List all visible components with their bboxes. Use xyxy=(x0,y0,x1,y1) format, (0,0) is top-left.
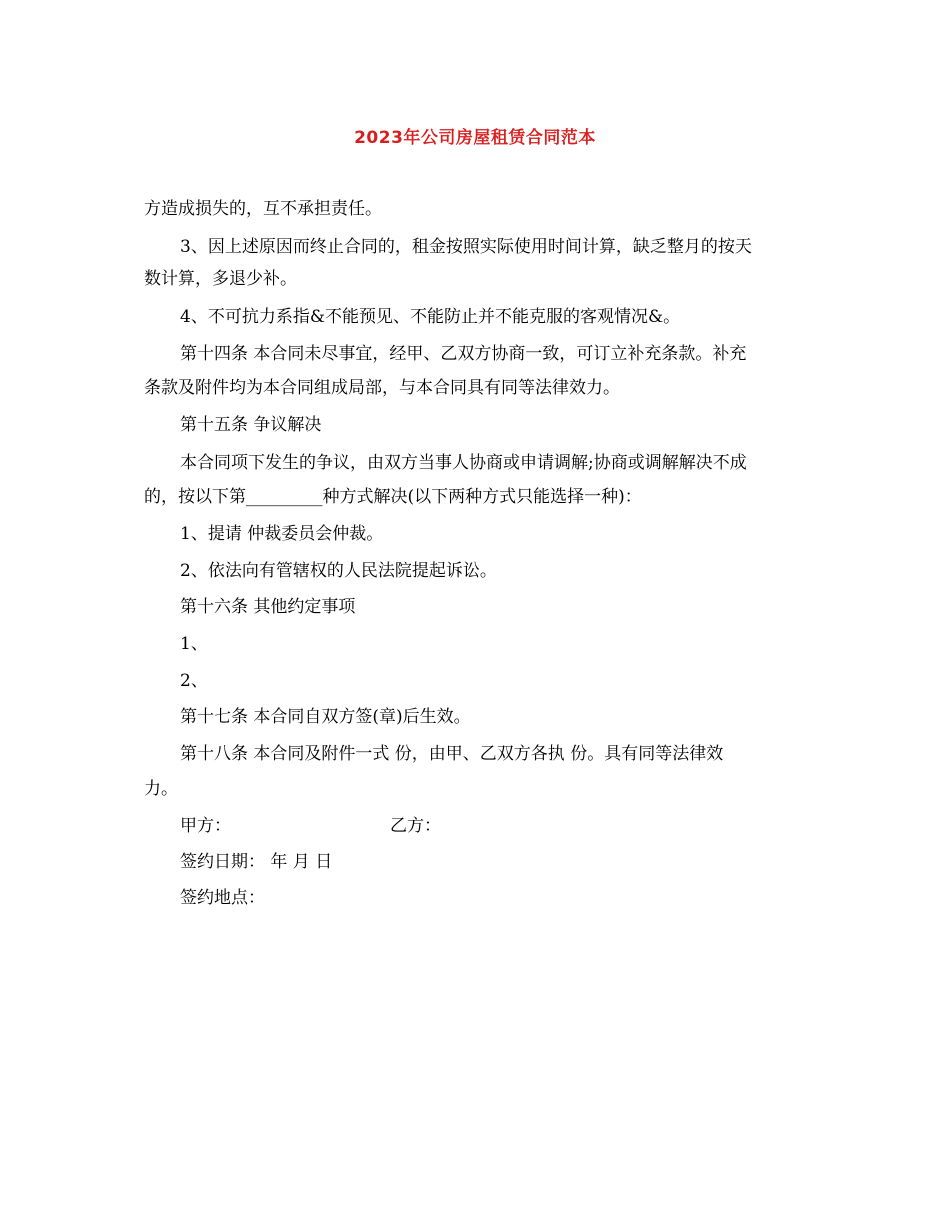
paragraph-line: 第十七条 本合同自双方签(章)后生效。 xyxy=(180,707,471,727)
party-a-label: 甲方： xyxy=(180,816,231,836)
paragraph-line: 的，按以下第_________种方式解决(以下两种方式只能选择一种)： xyxy=(144,487,642,507)
list-item: 1、提请 仲裁委员会仲裁。 xyxy=(180,524,384,544)
paragraph-line: 第十四条 本合同未尽事宜，经甲、乙双方协商一致，可订立补充条款。补充 xyxy=(180,344,747,364)
list-item: 2、依法向有管辖权的人民法院提起诉讼。 xyxy=(180,561,497,581)
document-title: 2023年公司房屋租赁合同范本 xyxy=(354,128,596,148)
paragraph-line: 条款及附件均为本合同组成局部，与本合同具有同等法律效力。 xyxy=(144,378,620,398)
paragraph-line: 数计算，多退少补。 xyxy=(144,269,297,289)
sign-date-label: 签约日期： 年 月 日 xyxy=(180,852,333,872)
list-item: 2、 xyxy=(180,671,208,691)
paragraph-line: 力。 xyxy=(144,779,178,799)
paragraph-line: 本合同项下发生的争议，由双方当事人协商或申请调解;协商或调解解决不成 xyxy=(180,453,747,473)
paragraph-line: 方造成损失的，互不承担责任。 xyxy=(144,199,382,219)
paragraph-line: 第十八条 本合同及附件一式 份，由甲、乙双方各执 份。具有同等法律效 xyxy=(180,744,724,764)
section-heading: 第十五条 争议解决 xyxy=(180,415,322,435)
paragraph-line: 3、因上述原因而终止合同的，租金按照实际使用时间计算，缺乏整月的按天 xyxy=(180,237,752,257)
list-item: 1、 xyxy=(180,634,208,654)
sign-place-label: 签约地点： xyxy=(180,888,265,908)
section-heading: 第十六条 其他约定事项 xyxy=(180,597,356,617)
party-b-label: 乙方： xyxy=(390,816,441,836)
paragraph-line: 4、不可抗力系指&不能预见、不能防止并不能克服的客观情况&。 xyxy=(180,307,681,327)
